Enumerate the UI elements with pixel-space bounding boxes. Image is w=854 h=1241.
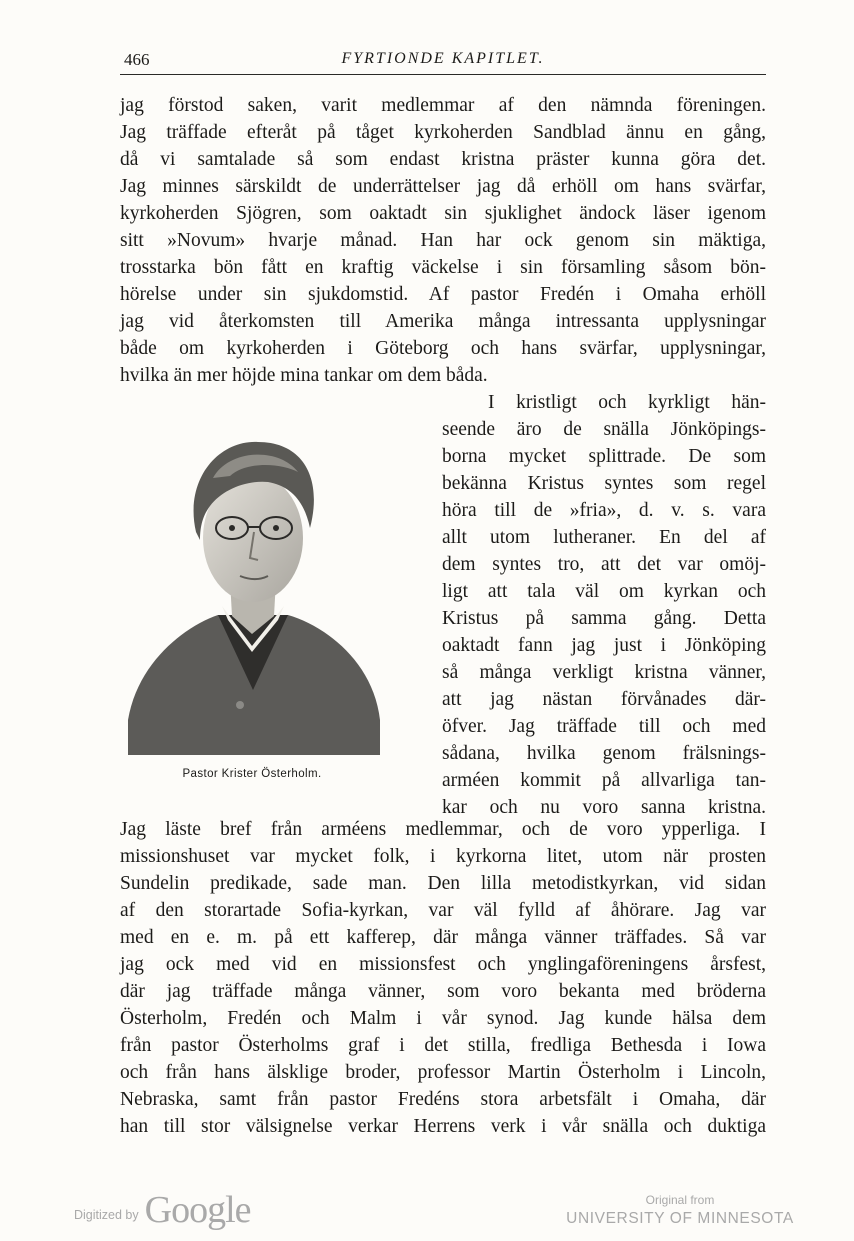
text-line: dem syntes tro, att det var omöj-: [442, 554, 766, 575]
text-line: Sundelin predikade, sade man. Den lilla metodistkyrkan, vid sidan: [120, 873, 766, 894]
text-line: hörelse under sin sjukdomstid. Af pastor Fredén i Omaha erhöll: [120, 284, 766, 305]
digitized-by-watermark: [74, 1188, 251, 1232]
text-line: kar och nu voro sanna kristna.: [442, 797, 766, 818]
text-line: där jag träffade många vänner, som voro bekanta med bröderna: [120, 981, 766, 1002]
text-line: han till stor välsignelse verkar Herrens verk i vår snälla och duktiga: [120, 1116, 766, 1137]
google-logo: Google: [144, 1189, 251, 1231]
text-line: sådana, hvilka genom frälsnings-: [442, 743, 766, 764]
text-line: sitt »Novum» hvarje månad. Han har ock genom sin mäktiga,: [120, 230, 766, 251]
text-line: missionshuset var mycket folk, i kyrkorna litet, utom när prosten: [120, 846, 766, 867]
text-line: från pastor Österholms graf i det stilla, fredliga Bethesda i Iowa: [120, 1035, 766, 1056]
text-line: Jag träffade efteråt på tåget kyrkoherden Sandblad ännu en gång,: [120, 122, 766, 143]
paragraph-top: [120, 92, 766, 389]
text-line: oaktadt fann jag just i Jönköping: [442, 635, 766, 656]
text-line: jag vid återkomsten till Amerika många intressanta upplysningar: [120, 311, 766, 332]
text-line: öfver. Jag träffade till och med: [442, 716, 766, 737]
text-line: kyrkoherden Sjögren, som oaktadt sin sjuklighet ändock läser igenom: [120, 203, 766, 224]
text-line: trosstarka bön fått en kraftig väckelse i sin församling såsom bön-: [120, 257, 766, 278]
text-line: jag förstod saken, varit medlemmar af den nämnda föreningen.: [120, 95, 766, 116]
text-line: bekänna Kristus syntes som regel: [442, 473, 766, 494]
original-from-watermark: [560, 1192, 800, 1230]
text-line: och från hans älsklige broder, professor Martin Österholm i Lincoln,: [120, 1062, 766, 1083]
running-head: [120, 46, 766, 75]
text-line: Jag läste bref från arméens medlemmar, och de voro ypperliga. I: [120, 819, 766, 840]
text-line: seende äro de snälla Jönköpings-: [442, 419, 766, 440]
text-line: att jag nästan förvånades där-: [442, 689, 766, 710]
text-line: Nebraska, samt från pastor Fredéns stora arbetsfält i Omaha, där: [120, 1089, 766, 1110]
digitized-by-label: Digitized by: [74, 1208, 139, 1222]
figure-caption: Pastor Krister Österholm.: [182, 768, 322, 780]
text-line: Kristus på samma gång. Detta: [442, 608, 766, 629]
portrait-illustration: [118, 420, 386, 760]
text-line: jag ock med vid en missionsfest och ynglingaföreningens årsfest,: [120, 954, 766, 975]
text-line: allt utom lutheraner. En del af: [442, 527, 766, 548]
text-line: af den storartade Sofia-kyrkan, var väl fylld af åhörare. Jag var: [120, 900, 766, 921]
text-line: hvilka än mer höjde mina tankar om dem båda.: [120, 365, 488, 386]
text-line: arméen kommit på allvarliga tan-: [442, 770, 766, 791]
paragraph-column: [442, 389, 766, 821]
text-line: då vi samtalade så som endast kristna präster kunna göra det.: [120, 149, 766, 170]
paragraph-bottom: [120, 816, 766, 1140]
text-line: borna mycket splittrade. De som: [442, 446, 766, 467]
text-line: ligt att tala väl om kyrkan och: [442, 581, 766, 602]
text-line: I kristligt och kyrkligt hän-: [488, 392, 766, 413]
chapter-title: FYRTIONDE KAPITLET.: [341, 50, 545, 67]
text-line: både om kyrkoherden i Göteborg och hans svärfar, upplysningar,: [120, 338, 766, 359]
text-line: så många verkligt kristna vänner,: [442, 662, 766, 683]
text-line: Jag minnes särskildt de underrättelser jag då erhöll om hans svärfar,: [120, 176, 766, 197]
text-line: höra till de »fria», d. v. s. vara: [442, 500, 766, 521]
page-number: 466: [124, 50, 150, 69]
university-label: UNIVERSITY OF MINNESOTA: [566, 1210, 794, 1227]
text-line: med en e. m. på ett kafferep, där många vänner träffades. Så var: [120, 927, 766, 948]
text-line: Österholm, Fredén och Malm i vår synod. Jag kunde hälsa dem: [120, 1008, 766, 1029]
original-from-label: Original from: [645, 1193, 715, 1207]
